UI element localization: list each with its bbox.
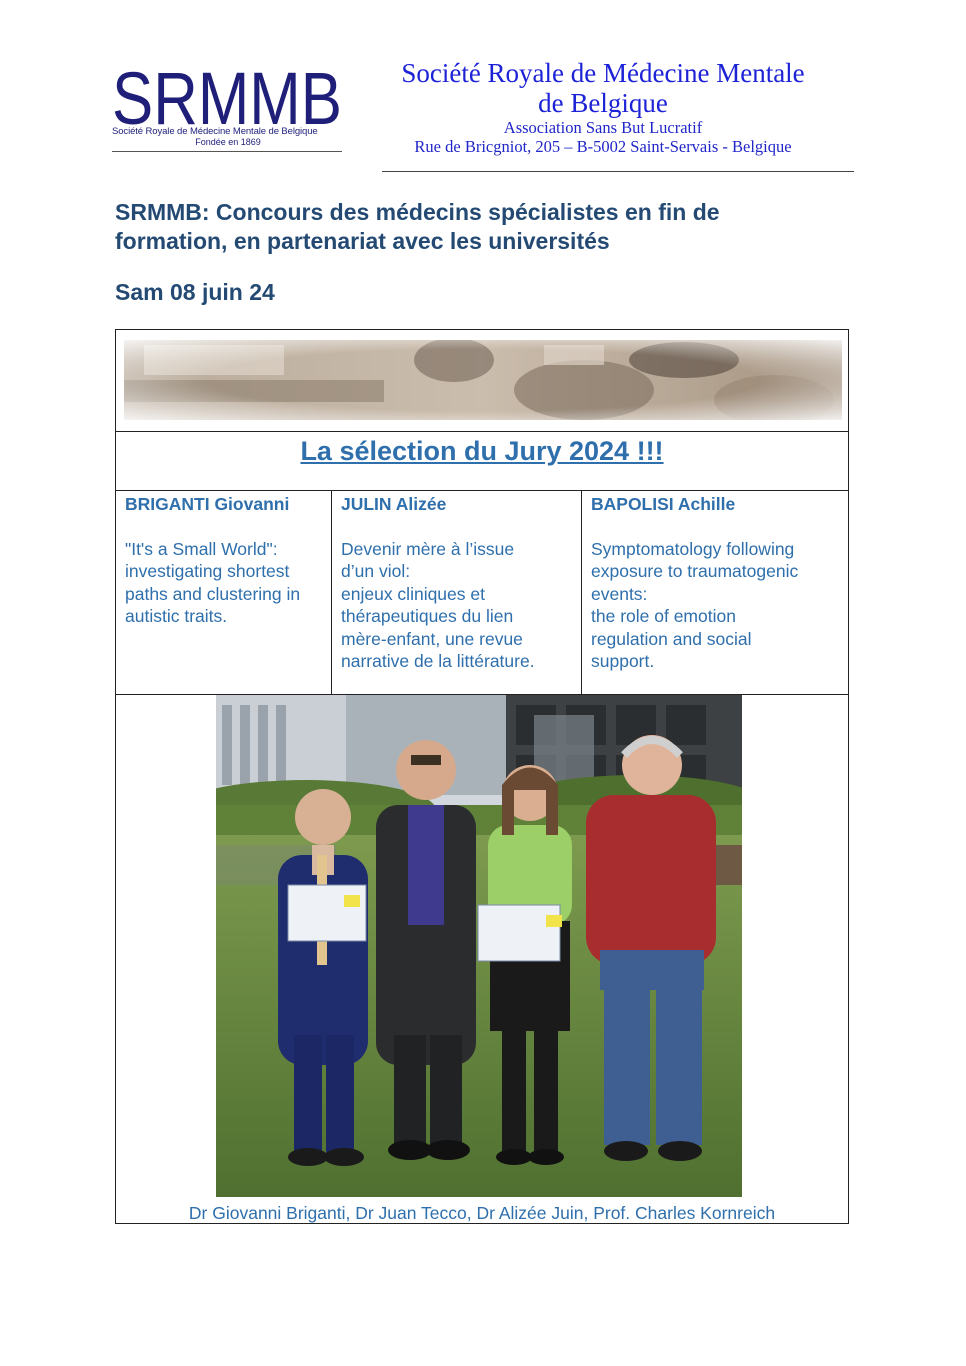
winner-topic-line: investigating shortest: [125, 561, 290, 581]
winner-bapolisi: [582, 490, 848, 694]
jury-heading-link[interactable]: La sélection du Jury 2024 !!!: [300, 436, 664, 466]
jury-heading-row: [116, 431, 848, 491]
winner-topic-line: mère-enfant, une revue: [341, 628, 523, 649]
winner-julin: [332, 490, 582, 694]
photo-caption: Dr Giovanni Briganti, Dr Juan Tecco, Dr Alizée Juin, Prof. Charles Kornreich: [188, 1203, 776, 1223]
org-name-line2: de Belgique: [538, 88, 668, 118]
winner-name: JULIN Alizée: [341, 494, 447, 514]
winner-topic-line: enjeux cliniques et: [341, 583, 485, 604]
srmmb-logo-mark: [112, 68, 344, 128]
winner-topic-line: thérapeutiques du lien: [341, 606, 514, 626]
winner-topic-line: the role of emotion: [591, 606, 736, 626]
document-title-line1: SRMMB: Concours des médecins spécialistes en fin de: [115, 199, 720, 225]
jury-selection-table: [115, 329, 849, 1224]
org-name-line1: Société Royale de Médecine Mentale: [401, 58, 805, 88]
winner-topic-line: Symptomatology following: [591, 538, 795, 559]
logo-divider: [112, 151, 342, 152]
winner-topic-line: exposure to traumatogenic: [591, 561, 799, 581]
logo-subtitle: Société Royale de Médecine Mentale de Belgique: [112, 126, 318, 137]
document-title-line2: formation, en partenariat avec les universités: [115, 228, 610, 254]
winner-topic-line: autistic traits.: [125, 606, 228, 626]
logo-founded: Fondée en 1869: [195, 137, 261, 147]
winner-name: BAPOLISI Achille: [591, 494, 736, 514]
banner-image: [124, 340, 842, 420]
winner-topic-line: "It's a Small World":: [125, 538, 278, 559]
winner-topic-line: regulation and social: [591, 628, 752, 649]
document-title: [115, 198, 835, 256]
winners-row: [116, 490, 848, 695]
org-address: Rue de Bricgniot, 205 – B-5002 Saint-Servais - Belgique: [414, 137, 792, 156]
winner-topic-line: narrative de la littérature.: [341, 651, 535, 671]
winner-name: BRIGANTI Giovanni: [125, 494, 290, 514]
winner-topic-line: d’un viol:: [341, 561, 411, 581]
document-date: Sam 08 juin 24: [115, 279, 275, 305]
org-association: Association Sans But Lucratif: [503, 118, 703, 137]
header-divider: [382, 171, 854, 172]
winner-topic-line: paths and clustering in: [125, 583, 301, 604]
winner-topic-line: Devenir mère à l’issue: [341, 538, 515, 559]
organisation-block: [375, 58, 831, 157]
banner-row: [116, 330, 848, 432]
winner-topic-line: events:: [591, 583, 648, 604]
group-photo: [216, 695, 742, 1197]
logo-mark-text: SRMMB: [112, 68, 342, 128]
winner-topic-line: support.: [591, 651, 655, 671]
winner-briganti: [116, 490, 332, 694]
srmmb-logo: [112, 68, 344, 147]
